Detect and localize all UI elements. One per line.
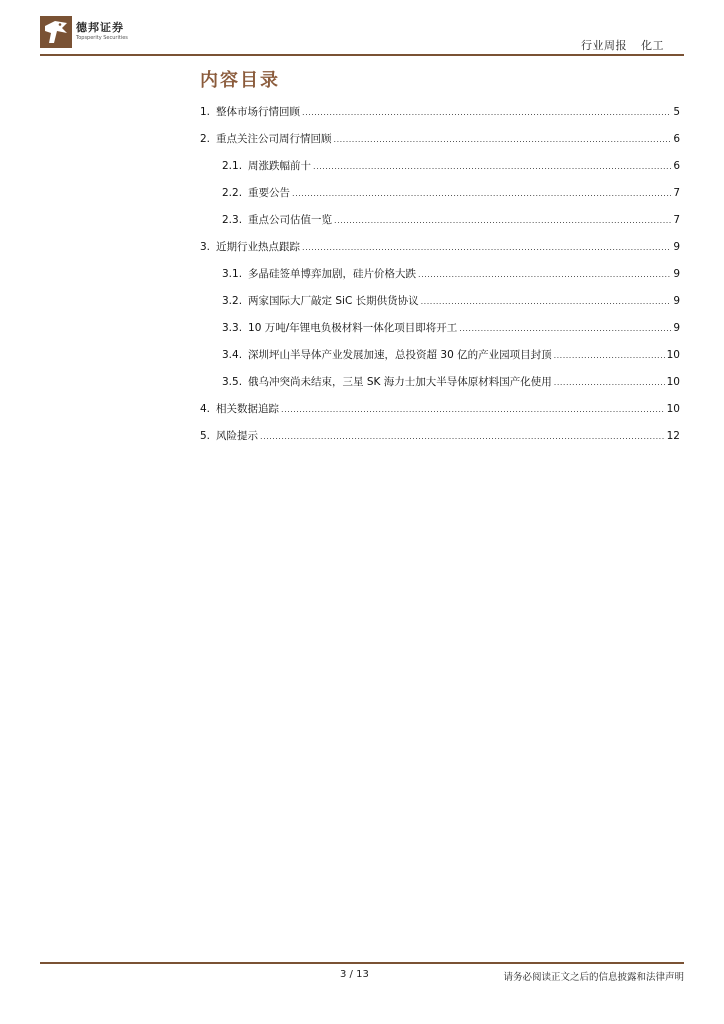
toc-item[interactable] bbox=[222, 320, 680, 335]
toc-item-page: 6 bbox=[673, 133, 680, 145]
toc-item-page: 7 bbox=[673, 187, 680, 199]
toc-title: 内容目录 bbox=[200, 70, 280, 91]
toc-item-label: 重要公告 bbox=[248, 187, 291, 199]
toc-item-number: 3.4. bbox=[222, 349, 243, 361]
toc-leader bbox=[334, 216, 671, 225]
toc-item-page: 7 bbox=[673, 214, 680, 226]
footer-disclaimer: 请务必阅读正文之后的信息披露和法律声明 bbox=[503, 972, 684, 983]
toc-item-number: 3.5. bbox=[222, 376, 243, 388]
toc-item-number: 4. bbox=[200, 403, 211, 415]
toc-leader bbox=[302, 243, 671, 252]
toc-item-page: 9 bbox=[673, 268, 680, 280]
toc-leader bbox=[302, 108, 671, 117]
toc-item-number: 3. bbox=[200, 241, 211, 253]
toc-item-page: 10 bbox=[666, 349, 680, 361]
toc-item-label: 周涨跌幅前十 bbox=[248, 160, 312, 172]
toc-item-label: 两家国际大厂敲定 SiC 长期供货协议 bbox=[248, 295, 419, 307]
toc-item-label: 重点关注公司周行情回顾 bbox=[216, 133, 332, 145]
toc-item-page: 9 bbox=[673, 295, 680, 307]
toc-item-number: 3.3. bbox=[222, 322, 243, 334]
toc-item-label: 相关数据追踪 bbox=[216, 403, 280, 415]
header-divider bbox=[40, 54, 684, 56]
toc-item[interactable] bbox=[200, 428, 680, 443]
toc-item-label: 重点公司估值一览 bbox=[248, 214, 333, 226]
toc-item[interactable] bbox=[222, 347, 680, 362]
toc-item-label: 深圳坪山半导体产业发展加速，总投资超 30 亿的产业园项目封顶 bbox=[248, 349, 552, 361]
toc-item-label: 10 万吨/年锂电负极材料一体化项目即将开工 bbox=[248, 322, 458, 334]
toc-item[interactable] bbox=[200, 104, 680, 119]
report-sector: 化工 bbox=[641, 39, 664, 52]
toc-leader bbox=[554, 351, 665, 360]
toc-item[interactable] bbox=[222, 293, 680, 308]
report-type: 行业周报 bbox=[581, 39, 627, 52]
toc-leader bbox=[459, 324, 671, 333]
toc-leader bbox=[554, 378, 665, 387]
brand-name-en: Topsperity Securities bbox=[76, 35, 128, 41]
brand-logo-icon bbox=[40, 16, 72, 48]
page-number: 3 / 13 bbox=[340, 969, 369, 980]
toc-item-page: 10 bbox=[666, 376, 680, 388]
toc-item-number: 5. bbox=[200, 430, 211, 442]
toc-item[interactable] bbox=[222, 212, 680, 227]
toc-item-number: 2. bbox=[200, 133, 211, 145]
brand-logo bbox=[40, 16, 150, 50]
toc-item-number: 1. bbox=[200, 106, 211, 118]
toc-leader bbox=[421, 297, 672, 306]
toc-item-page: 6 bbox=[673, 160, 680, 172]
toc-item-label: 风险提示 bbox=[216, 430, 259, 442]
toc-leader bbox=[292, 189, 671, 198]
toc-item-number: 3.2. bbox=[222, 295, 243, 307]
toc-item-page: 10 bbox=[666, 403, 680, 415]
toc-item[interactable] bbox=[222, 185, 680, 200]
toc-item-page: 9 bbox=[673, 322, 680, 334]
toc-item[interactable] bbox=[222, 158, 680, 173]
toc-leader bbox=[418, 270, 671, 279]
toc-item-label: 整体市场行情回顾 bbox=[216, 106, 301, 118]
toc-item[interactable] bbox=[200, 401, 680, 416]
toc-item-page: 5 bbox=[673, 106, 680, 118]
report-header bbox=[581, 37, 664, 53]
toc-item[interactable] bbox=[222, 374, 680, 389]
toc-item-number: 3.1. bbox=[222, 268, 243, 280]
toc-item-label: 近期行业热点跟踪 bbox=[216, 241, 301, 253]
toc-item-page: 9 bbox=[673, 241, 680, 253]
toc-item-number: 2.3. bbox=[222, 214, 243, 226]
toc-leader bbox=[313, 162, 671, 171]
toc-leader bbox=[334, 135, 672, 144]
brand-name-cn: 德邦证券 bbox=[76, 21, 124, 34]
toc-leader bbox=[260, 432, 665, 441]
toc-leader bbox=[281, 405, 665, 414]
toc-item-label: 俄乌冲突尚未结束，三星 SK 海力士加大半导体原材料国产化使用 bbox=[248, 376, 552, 388]
toc-item-number: 2.2. bbox=[222, 187, 243, 199]
toc-item[interactable] bbox=[200, 131, 680, 146]
toc-item[interactable] bbox=[222, 266, 680, 281]
toc-item-page: 12 bbox=[666, 430, 680, 442]
toc-item[interactable] bbox=[200, 239, 680, 254]
toc-item-label: 多晶硅签单博弈加剧，硅片价格大跌 bbox=[248, 268, 417, 280]
footer-divider bbox=[40, 962, 684, 964]
toc-item-number: 2.1. bbox=[222, 160, 243, 172]
